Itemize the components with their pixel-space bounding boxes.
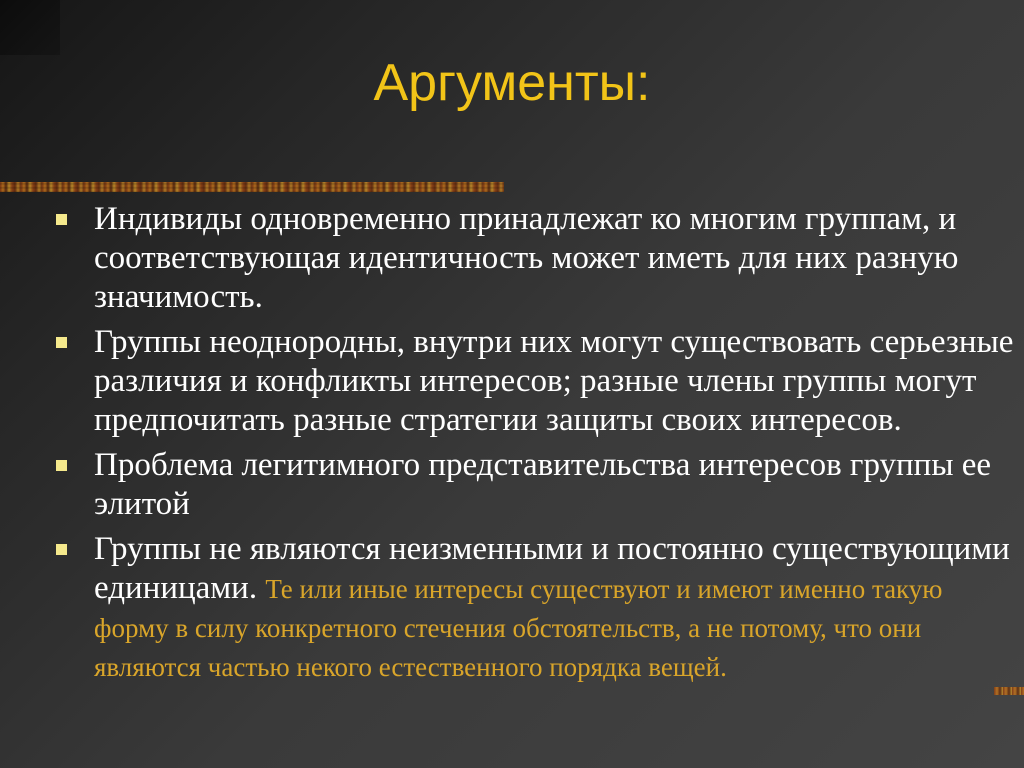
list-item: [56, 446, 1016, 524]
bullet-note: Те или иные интересы существуют и имеют именно такую форму в силу конкретного стечения обстоятельств, а не потому, что они являются частью некого естественного порядка вещей.: [94, 574, 943, 682]
bullet-text: Группы не являются неизменными и постоянно существующими единицами.: [94, 531, 1010, 606]
bullet-text: Группы неоднородны, внутри них могут существовать серьезные различия и конфликты интересов; разные члены группы могут предпочитать разные стратегии защиты своих интересов.: [94, 324, 1014, 438]
bullet-text: Индивиды одновременно принадлежат ко многим группам, и соответствующая идентичность может иметь для них разную значимость.: [94, 201, 959, 315]
bullet-square-icon: [56, 544, 67, 555]
list-item: [56, 530, 1016, 686]
bullet-text: Проблема легитимного представительства интересов группы ее элитой: [94, 447, 992, 522]
bullet-square-icon: [56, 214, 67, 225]
list-item: [56, 323, 1016, 440]
bullet-text-block: [94, 530, 1016, 686]
title-divider: [0, 182, 504, 192]
slide-title: Аргументы:: [373, 54, 651, 112]
list-item: [56, 200, 1016, 317]
corner-decoration: [0, 0, 60, 55]
bullet-list: [56, 200, 1016, 692]
bullet-square-icon: [56, 460, 67, 471]
bullet-square-icon: [56, 337, 67, 348]
